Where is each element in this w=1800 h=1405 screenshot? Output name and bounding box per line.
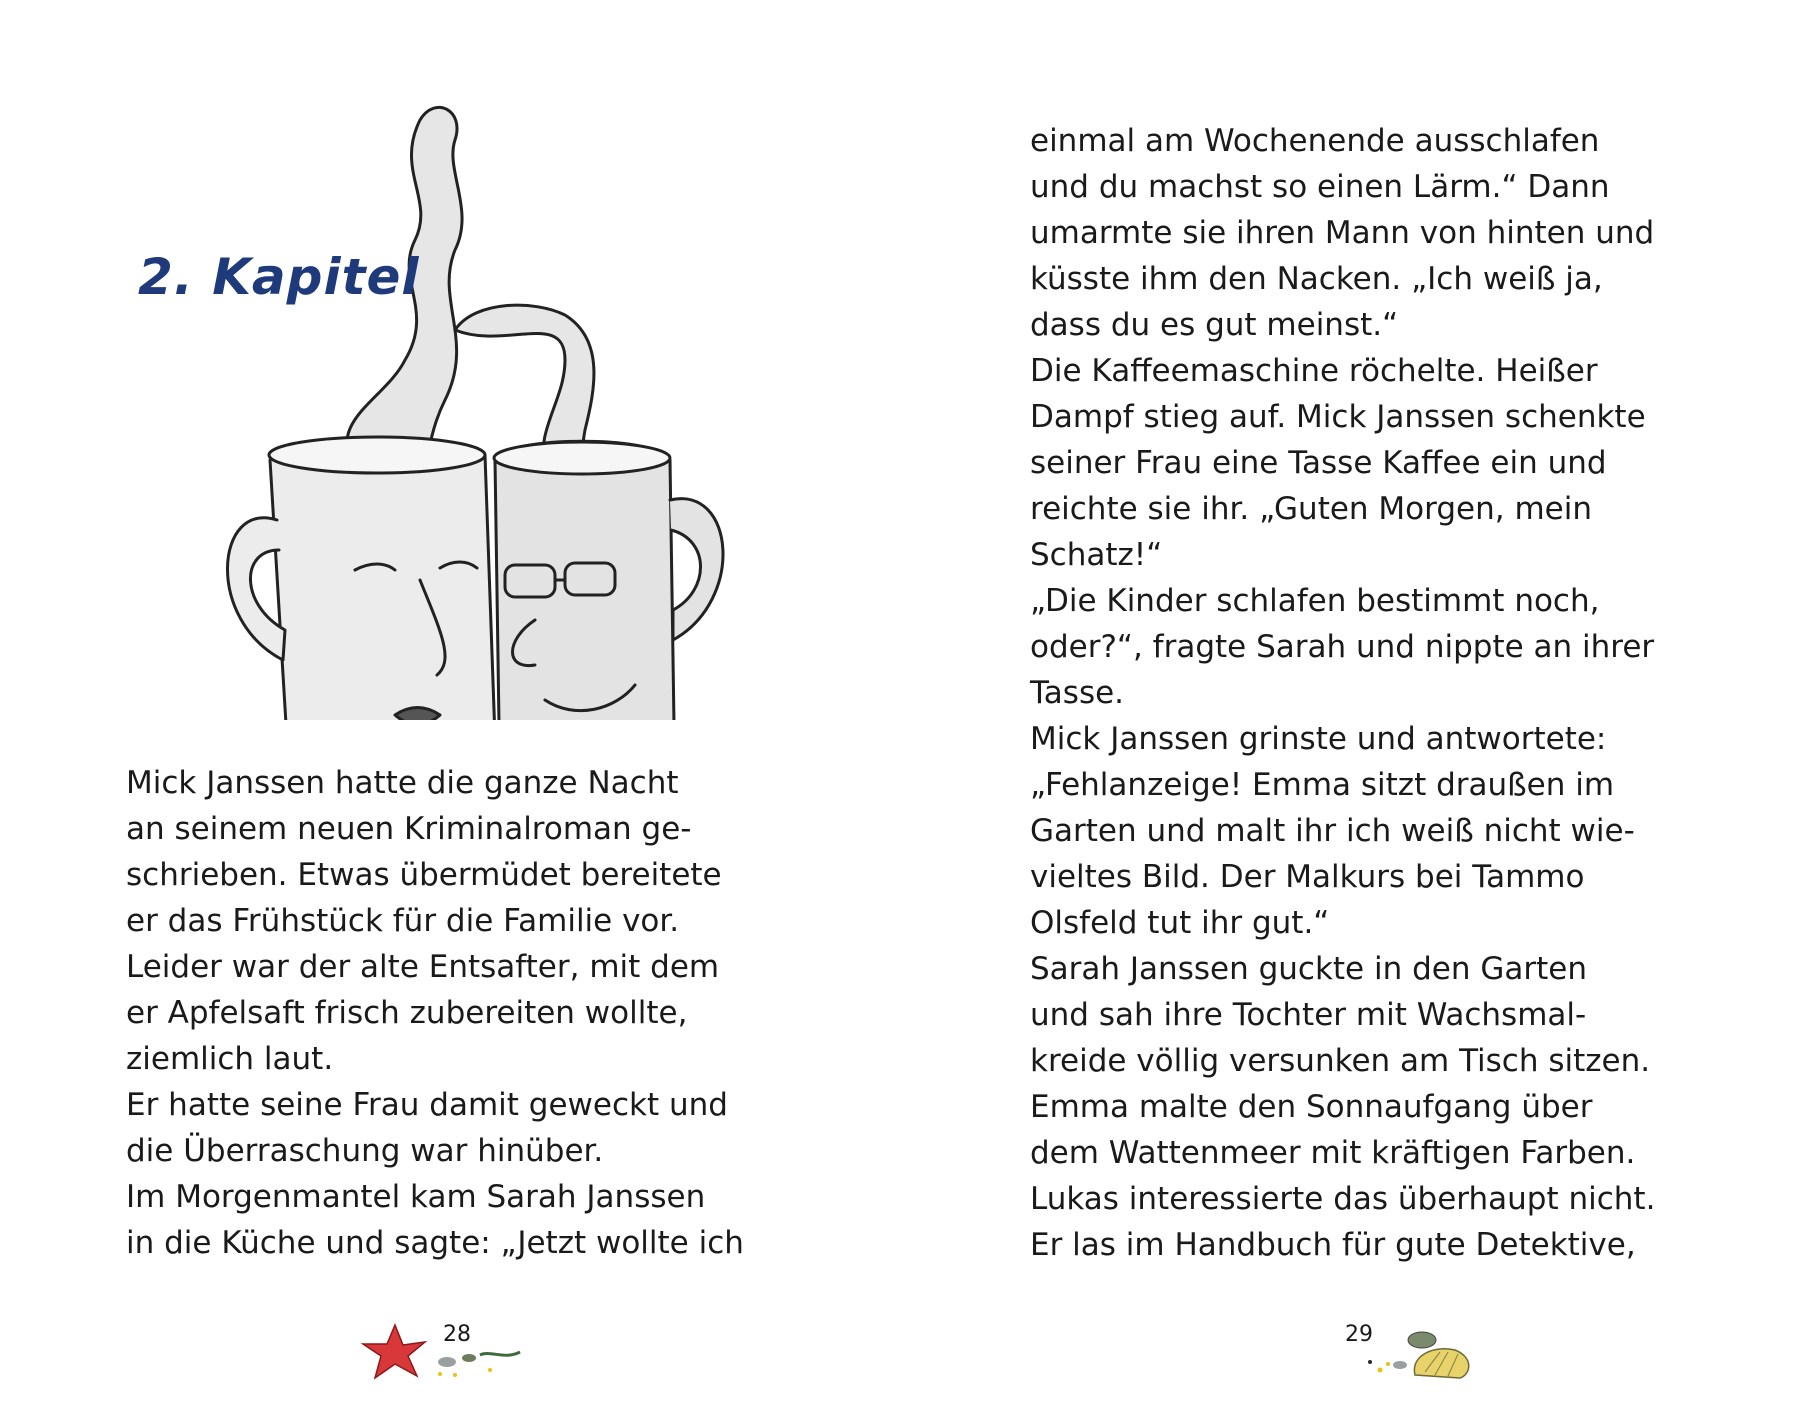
text-line: Olsfeld tut ihr gut.“: [1030, 905, 1330, 941]
text-line: und sah ihre Tochter mit Wachsmal-: [1030, 997, 1587, 1033]
text-line: Er las im Handbuch für gute Detektive,: [1030, 1227, 1636, 1263]
text-line: die Überraschung war hinüber.: [126, 1133, 604, 1169]
text-line: Im Morgenmantel kam Sarah Janssen: [126, 1179, 706, 1215]
left-body-text: [126, 760, 744, 1266]
right-page: [900, 0, 1800, 1405]
text-line: Tasse.: [1030, 675, 1125, 711]
text-line: schrieben. Etwas übermüdet bereitete: [126, 857, 722, 893]
text-line: küsste ihm den Nacken. „Ich weiß ja,: [1030, 261, 1603, 297]
page-number: 28: [443, 1322, 471, 1347]
text-line: Garten und malt ihr ich weiß nicht wie-: [1030, 813, 1635, 849]
text-line: Er hatte seine Frau damit geweckt und: [126, 1087, 728, 1123]
text-line: vieltes Bild. Der Malkurs bei Tammo: [1030, 859, 1585, 895]
text-line: in die Küche und sagte: „Jetzt wollte ich: [126, 1225, 744, 1261]
text-line: dass du es gut meinst.“: [1030, 307, 1399, 343]
right-body-text: [1030, 118, 1655, 1268]
text-line: umarmte sie ihren Mann von hinten und: [1030, 215, 1655, 251]
coffee-mugs-illustration: [205, 100, 745, 720]
text-line: Mick Janssen grinste und antwortete:: [1030, 721, 1607, 757]
text-line: Lukas interessierte das überhaupt nicht.: [1030, 1181, 1656, 1217]
text-line: reichte sie ihr. „Guten Morgen, mein: [1030, 491, 1592, 527]
text-line: Die Kaffeemaschine röchelte. Heißer: [1030, 353, 1598, 389]
text-line: Emma malte den Sonnaufgang über: [1030, 1089, 1593, 1125]
text-line: Leider war der alte Entsafter, mit dem: [126, 949, 720, 985]
text-line: Dampf stieg auf. Mick Janssen schenkte: [1030, 399, 1646, 435]
text-line: kreide völlig versunken am Tisch sitzen.: [1030, 1043, 1651, 1079]
text-line: seiner Frau eine Tasse Kaffee ein und: [1030, 445, 1607, 481]
text-line: „Fehlanzeige! Emma sitzt draußen im: [1030, 767, 1615, 803]
text-line: einmal am Wochenende ausschlafen: [1030, 123, 1600, 159]
page-number: 29: [1345, 1322, 1373, 1347]
text-line: Schatz!“: [1030, 537, 1163, 573]
text-line: oder?“, fragte Sarah und nippte an ihrer: [1030, 629, 1655, 665]
shells-decoration-icon: [1330, 1320, 1480, 1380]
starfish-decoration-icon: [345, 1320, 525, 1380]
text-line: Sarah Janssen guckte in den Garten: [1030, 951, 1587, 987]
text-line: er Apfelsaft frisch zubereiten wollte,: [126, 995, 688, 1031]
text-line: und du machst so einen Lärm.“ Dann: [1030, 169, 1610, 205]
text-line: dem Wattenmeer mit kräftigen Farben.: [1030, 1135, 1636, 1171]
text-line: ziemlich laut.: [126, 1041, 334, 1077]
text-line: an seinem neuen Kriminalroman ge-: [126, 811, 692, 847]
text-line: er das Frühstück für die Familie vor.: [126, 903, 680, 939]
text-line: Mick Janssen hatte die ganze Nacht: [126, 765, 679, 801]
text-line: „Die Kinder schlafen bestimmt noch,: [1030, 583, 1600, 619]
chapter-title: 2. Kapitel: [138, 248, 420, 306]
